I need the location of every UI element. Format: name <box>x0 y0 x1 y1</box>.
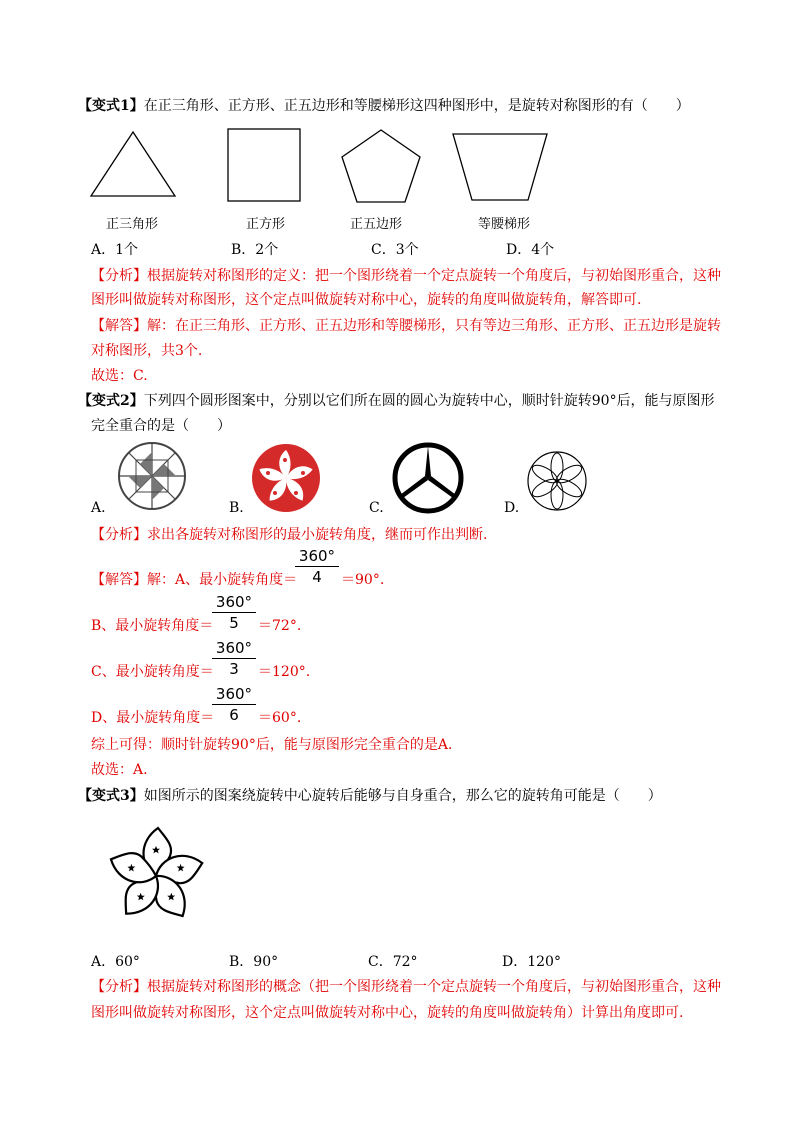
three-point-star-figure <box>390 440 466 516</box>
row-a-prefix: 解：A、最小旋转角度＝ <box>147 572 298 588</box>
fraction-c-num: 360° <box>215 639 253 657</box>
q2-answer-tag: 【解答】 <box>91 572 147 588</box>
fraction-bar <box>212 704 256 705</box>
q3-stem: 如图所示的图案绕旋转中心旋转后能够与自身重合，那么它的旋转角可能是（ ） <box>143 788 662 804</box>
fraction-b-num: 360° <box>215 593 253 611</box>
row-b-result: ＝72°. <box>258 618 302 634</box>
q1-analysis-text1: 根据旋转对称图形的定义：把一个图形绕着一个定点旋转一个角度后，与初始图形重合，这种 <box>147 268 721 284</box>
row-c-prefix: C、最小旋转角度＝ <box>91 664 214 680</box>
q3-option-b: B．90° <box>229 954 279 970</box>
q3-analysis-line2: 图形叫做旋转对称图形，这个定点叫做旋转对称中心，旋转的角度叫做旋转角）计算出角度即可. <box>91 1005 684 1021</box>
caption-square: 正方形 <box>246 217 286 232</box>
fraction-a-num: 360° <box>298 547 336 565</box>
fraction-bar <box>212 612 256 613</box>
q3-stem-line <box>78 786 662 806</box>
q2-analysis <box>91 525 487 545</box>
pentagon-figure <box>338 126 424 206</box>
fraction-c <box>212 639 256 678</box>
fraction-a <box>295 547 339 586</box>
row-b-prefix: B、最小旋转角度＝ <box>91 618 214 634</box>
q1-stem-line <box>78 96 690 116</box>
q2-tag: 【变式2】 <box>78 393 144 409</box>
fraction-d-num: 360° <box>215 685 253 703</box>
q2-label-b: B. <box>229 500 244 516</box>
q1-option-c: C．3个 <box>371 242 419 258</box>
q3-option-c: C．72° <box>368 954 418 970</box>
q2-choice: 故选：A. <box>91 762 148 778</box>
q3-analysis-text1: 根据旋转对称图形的概念（把一个图形绕着一个定点旋转一个角度后，与初始图形重合，这种 <box>147 979 721 995</box>
q1-analysis-tag: 【分析】 <box>91 268 147 284</box>
q2-label-c: C. <box>369 500 384 516</box>
q2-analysis-text: 求出各旋转对称图形的最小旋转角度，继而可作出判断. <box>147 527 488 543</box>
q3-option-d: D．120° <box>502 954 561 970</box>
triangle-figure <box>88 128 178 200</box>
q1-option-a: A．1个 <box>91 242 139 258</box>
fraction-b <box>212 593 256 632</box>
q1-analysis-line1 <box>91 266 721 286</box>
row-c-result: ＝120°. <box>258 664 311 680</box>
q2-stem-line1 <box>78 391 715 411</box>
q3-tag: 【变式3】 <box>78 788 144 804</box>
q1-answer-line2: 对称图形，共3个. <box>91 343 203 359</box>
q2-answer-row-a <box>91 570 297 590</box>
q2-stem-1: 下列四个圆形图案中，分别以它们所在圆的圆心为旋转中心，顺时针旋转90°后，能与原图形 <box>143 393 715 409</box>
q1-option-b: B．2个 <box>231 242 279 258</box>
q1-analysis-line2: 图形叫做旋转对称图形，这个定点叫做旋转对称中心，旋转的角度叫做旋转角，解答即可. <box>91 292 642 308</box>
q2-summary: 综上可得：顺时针旋转90°后，能与原图形完全重合的是A. <box>91 737 453 753</box>
five-petal-flower-figure <box>96 820 216 932</box>
fraction-c-den: 3 <box>229 660 239 678</box>
caption-pentagon: 正五边形 <box>350 217 403 232</box>
bauhinia-flag-figure <box>248 440 324 516</box>
six-petal-flower-figure <box>524 448 590 514</box>
caption-triangle: 正三角形 <box>106 217 159 232</box>
q1-choice: 故选：C. <box>91 368 148 384</box>
fraction-bar <box>295 566 339 567</box>
trapezoid-figure <box>450 131 550 203</box>
caption-trapezoid: 等腰梯形 <box>478 217 531 232</box>
q2-analysis-tag: 【分析】 <box>91 527 147 543</box>
fraction-bar <box>212 658 256 659</box>
square-figure <box>225 126 305 204</box>
q1-answer-line1 <box>91 316 721 336</box>
fraction-d <box>212 685 256 724</box>
fraction-b-den: 5 <box>229 614 239 632</box>
fraction-d-den: 6 <box>229 706 239 724</box>
q1-answer-tag: 【解答】 <box>91 318 147 334</box>
row-d-prefix: D、最小旋转角度＝ <box>91 710 215 726</box>
q1-tag: 【变式1】 <box>78 98 144 114</box>
row-d-result: ＝60°. <box>258 710 302 726</box>
row-a-result: ＝90°. <box>341 572 385 588</box>
q1-answer-text1: 解：在正三角形、正方形、正五边形和等腰梯形，只有等边三角形、正方形、正五边形是旋转 <box>147 318 721 334</box>
q2-label-d: D. <box>504 500 520 516</box>
q2-stem-line2: 完全重合的是（ ） <box>91 418 231 434</box>
q3-analysis-tag: 【分析】 <box>91 979 147 995</box>
pinwheel-figure <box>116 440 188 512</box>
q2-label-a: A. <box>91 500 106 516</box>
q1-option-d: D．4个 <box>506 242 555 258</box>
q3-option-a: A．60° <box>91 954 140 970</box>
fraction-a-den: 4 <box>312 568 322 586</box>
q3-analysis-line1 <box>91 977 721 997</box>
q1-stem: 在正三角形、正方形、正五边形和等腰梯形这四种图形中，是旋转对称图形的有（ ） <box>143 98 690 114</box>
